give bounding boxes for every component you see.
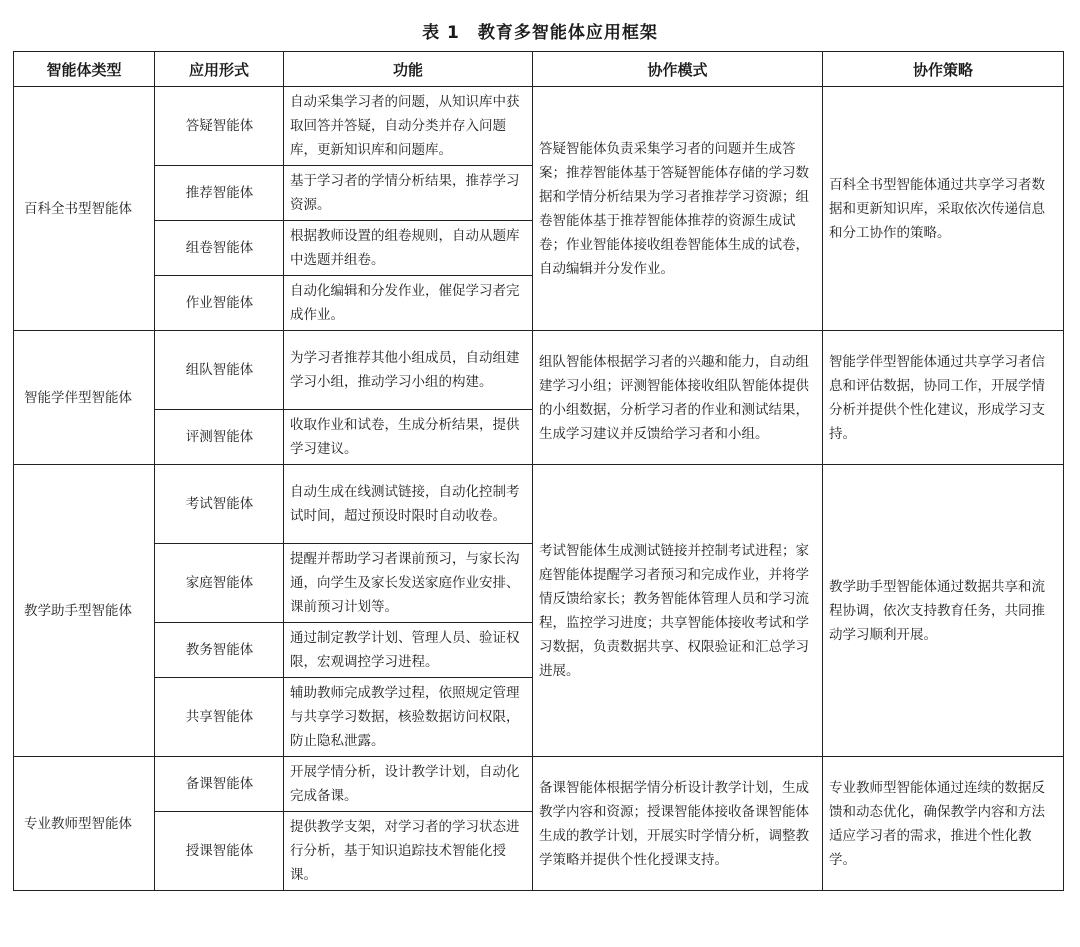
function-cell: 辅助教师完成教学过程，依照规定管理与共享学习数据，核验数据访问权限，防止隐私泄露。 bbox=[284, 678, 533, 757]
table-title bbox=[0, 18, 1080, 43]
function-cell: 基于学习者的学情分析结果，推荐学习资源。 bbox=[284, 166, 533, 221]
table-caption: 教育多智能体应用框架 bbox=[477, 23, 658, 43]
agent-type: 教学助手型智能体 bbox=[14, 465, 155, 757]
header-function: 功能 bbox=[284, 52, 533, 87]
header-strategy: 协作策略 bbox=[823, 52, 1064, 87]
collaboration-strategy: 百科全书型智能体通过共享学习者数据和更新知识库，采取依次传递信息和分工协作的策略。 bbox=[823, 87, 1064, 331]
header-type: 智能体类型 bbox=[14, 52, 155, 87]
header-form: 应用形式 bbox=[155, 52, 284, 87]
collaboration-strategy: 智能学伴型智能体通过共享学习者信息和评估数据，协同工作，开展学情分析并提供个性化建议，形成学习支持。 bbox=[823, 331, 1064, 465]
agent-type: 专业教师型智能体 bbox=[14, 757, 155, 891]
function-cell: 开展学情分析，设计教学计划，自动化完成备课。 bbox=[284, 757, 533, 812]
table-row bbox=[14, 757, 1064, 812]
header-row bbox=[14, 52, 1064, 87]
application-form: 作业智能体 bbox=[155, 276, 284, 331]
framework-table bbox=[13, 51, 1064, 891]
function-cell: 自动采集学习者的问题，从知识库中获取回答并答疑，自动分类并存入问题库，更新知识库和问题库。 bbox=[284, 87, 533, 166]
application-form: 答疑智能体 bbox=[155, 87, 284, 166]
function-cell: 为学习者推荐其他小组成员，自动组建学习小组，推动学习小组的构建。 bbox=[284, 331, 533, 410]
application-form: 授课智能体 bbox=[155, 812, 284, 891]
collaboration-mode: 答疑智能体负责采集学习者的问题并生成答案；推荐智能体基于答疑智能体存储的学习数据和学情分析结果为学习者推荐学习资源；组卷智能体基于推荐智能体推荐的资源生成试卷；作业智能体接收组卷智能体生成的试卷，自动编辑并分发作业。 bbox=[533, 87, 823, 331]
function-cell: 根据教师设置的组卷规则，自动从题库中选题并组卷。 bbox=[284, 221, 533, 276]
function-cell: 提供教学支架，对学习者的学习状态进行分析，基于知识追踪技术智能化授课。 bbox=[284, 812, 533, 891]
table-row bbox=[14, 331, 1064, 410]
agent-type: 百科全书型智能体 bbox=[14, 87, 155, 331]
application-form: 推荐智能体 bbox=[155, 166, 284, 221]
application-form: 教务智能体 bbox=[155, 623, 284, 678]
application-form: 考试智能体 bbox=[155, 465, 284, 544]
agent-type: 智能学伴型智能体 bbox=[14, 331, 155, 465]
collaboration-mode: 考试智能体生成测试链接并控制考试进程；家庭智能体提醒学习者预习和完成作业，并将学情反馈给家长；教务智能体管理人员和学习流程，监控学习进度；共享智能体接收考试和学习数据，负责数据共享、权限验证和汇总学习进展。 bbox=[533, 465, 823, 757]
table-row bbox=[14, 87, 1064, 166]
function-cell: 提醒并帮助学习者课前预习，与家长沟通，向学生及家长发送家庭作业安排、课前预习计划等。 bbox=[284, 544, 533, 623]
collaboration-strategy: 教学助手型智能体通过数据共享和流程协调，依次支持教育任务，共同推动学习顺利开展。 bbox=[823, 465, 1064, 757]
application-form: 组队智能体 bbox=[155, 331, 284, 410]
header-mode: 协作模式 bbox=[533, 52, 823, 87]
application-form: 备课智能体 bbox=[155, 757, 284, 812]
application-form: 组卷智能体 bbox=[155, 221, 284, 276]
application-form: 家庭智能体 bbox=[155, 544, 284, 623]
table-row bbox=[14, 465, 1064, 544]
collaboration-strategy: 专业教师型智能体通过连续的数据反馈和动态优化，确保教学内容和方法适应学习者的需求，推进个性化教学。 bbox=[823, 757, 1064, 891]
collaboration-mode: 备课智能体根据学情分析设计教学计划，生成教学内容和资源；授课智能体接收备课智能体生成的教学计划，开展实时学情分析，调整教学策略并提供个性化授课支持。 bbox=[533, 757, 823, 891]
application-form: 评测智能体 bbox=[155, 410, 284, 465]
table-number: 表 1 bbox=[422, 23, 460, 43]
function-cell: 通过制定教学计划、管理人员、验证权限，宏观调控学习进程。 bbox=[284, 623, 533, 678]
function-cell: 收取作业和试卷，生成分析结果，提供学习建议。 bbox=[284, 410, 533, 465]
collaboration-mode: 组队智能体根据学习者的兴趣和能力，自动组建学习小组；评测智能体接收组队智能体提供的小组数据，分析学习者的作业和测试结果，生成学习建议并反馈给学习者和小组。 bbox=[533, 331, 823, 465]
function-cell: 自动生成在线测试链接，自动化控制考试时间，超过预设时限时自动收卷。 bbox=[284, 465, 533, 544]
function-cell: 自动化编辑和分发作业，催促学习者完成作业。 bbox=[284, 276, 533, 331]
application-form: 共享智能体 bbox=[155, 678, 284, 757]
